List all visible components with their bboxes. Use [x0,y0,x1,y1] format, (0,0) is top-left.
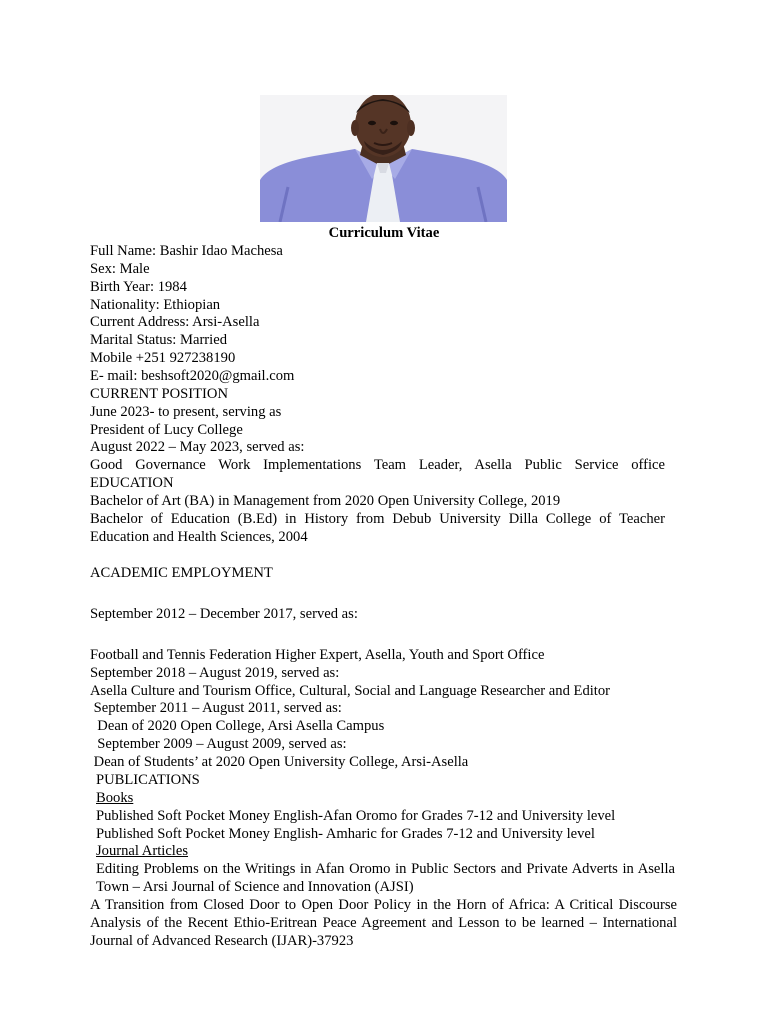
current-position-heading: CURRENT POSITION [90,386,228,402]
academic-item: September 2009 – August 2009, served as: [90,736,347,752]
full-name: Full Name: Bashir Idao Machesa [90,243,283,259]
book-item: Published Soft Pocket Money English- Amharic for Grades 7-12 and University level [96,826,595,842]
current-position-line: President of Lucy College [90,422,243,438]
cv-title: Curriculum Vitae [328,225,440,241]
current-position-line: August 2022 – May 2023, served as: [90,439,305,455]
current-position-line: Good Governance Work Implementations Team Leader, Asella Public Service office [90,457,665,473]
education-heading: EDUCATION [90,475,174,491]
education-item: Bachelor of Education (B.Ed) in History from Debub University Dilla College of Teacher Education and Health Sciences, 2004 [90,511,665,545]
academic-item: September 2012 – December 2017, served as: [90,606,358,622]
sex: Sex: Male [90,261,150,277]
academic-item: Dean of Students’ at 2020 Open University College, Arsi-Asella [90,754,469,770]
journal-articles-heading: Journal Articles [96,843,189,859]
academic-item: Football and Tennis Federation Higher Expert, Asella, Youth and Sport Office [90,647,545,663]
publications-heading: PUBLICATIONS [96,772,200,788]
email: E- mail: beshsoft2020@gmail.com [90,368,295,384]
academic-item: September 2018 – August 2019, served as: [90,665,340,681]
profile-photo [260,95,507,222]
journal-article: Editing Problems on the Writings in Afan Oromo in Public Sectors and Private Adverts in Asella Town – Arsi Journal of Science and Innovation (AJSI) [96,861,675,895]
marital-status: Marital Status: Married [90,332,227,348]
academic-heading: ACADEMIC EMPLOYMENT [90,565,273,581]
books-heading: Books [96,790,134,806]
book-item: Published Soft Pocket Money English-Afan Oromo for Grades 7-12 and University level [96,808,616,824]
birth-year: Birth Year: 1984 [90,279,187,295]
current-position-line: June 2023- to present, serving as [90,404,282,420]
academic-item: Dean of 2020 Open College, Arsi Asella Campus [90,718,385,734]
journal-article: A Transition from Closed Door to Open Door Policy in the Horn of Africa: A Critical Discourse Analysis of the Recent Ethio-Eritrean Peace Agreement and Lesson to be learned – International Journal of Advanced Research (IJAR)-37923 [90,897,677,949]
current-address: Current Address: Arsi-Asella [90,314,260,330]
academic-item: Asella Culture and Tourism Office, Cultural, Social and Language Researcher and Editor [90,683,611,699]
academic-item: September 2011 – August 2011, served as: [90,700,342,716]
nationality: Nationality: Ethiopian [90,297,221,313]
mobile: Mobile +251 927238190 [90,350,236,366]
education-item: Bachelor of Art (BA) in Management from 2020 Open University College, 2019 [90,493,561,509]
